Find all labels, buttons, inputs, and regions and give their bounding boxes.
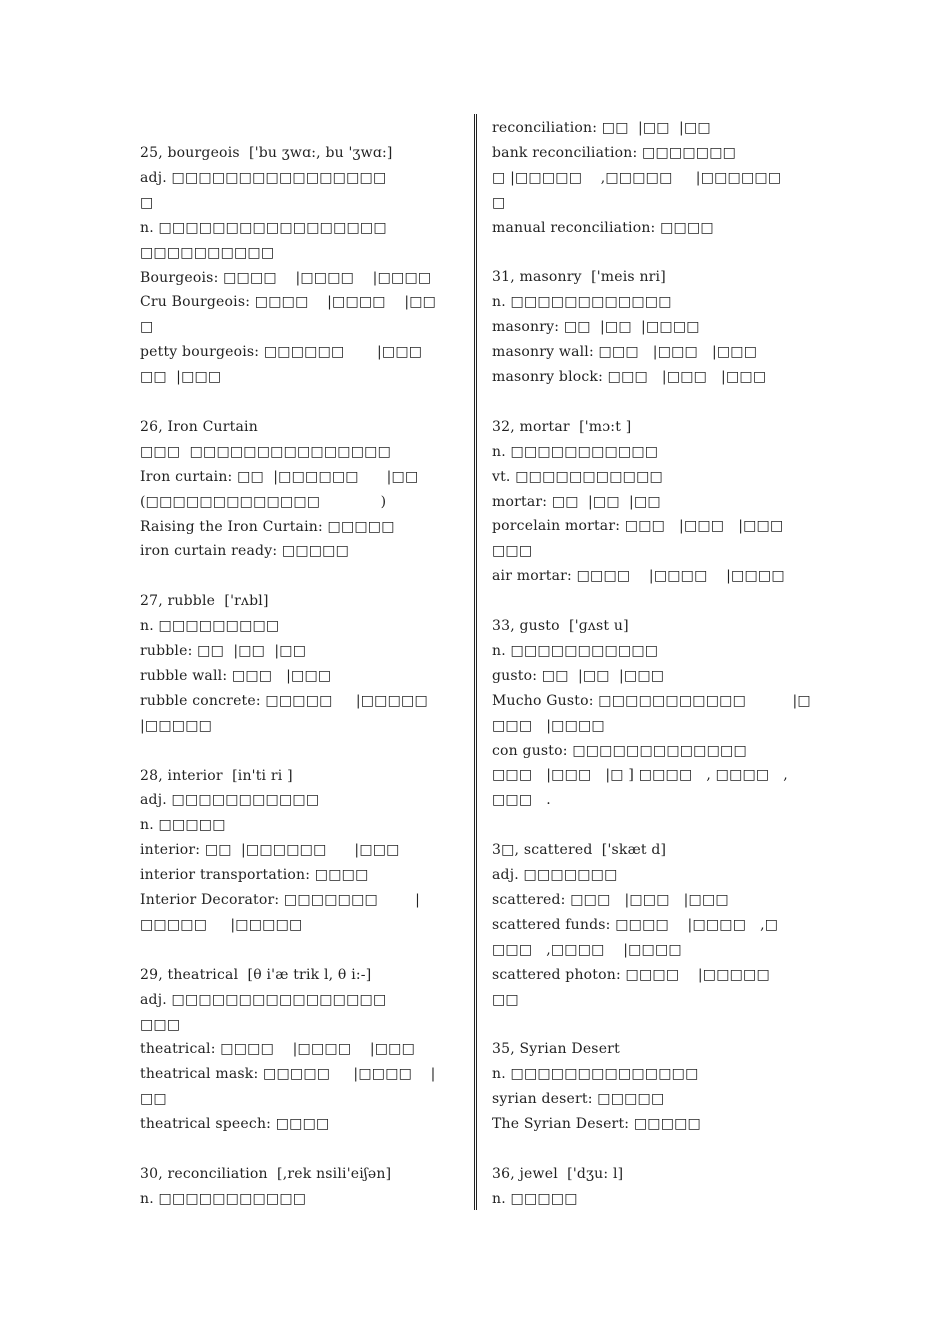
text-line: □ |□□□□□ ,□□□□□ |□□□□□□ [492, 169, 782, 186]
text-line: n. □□□□□ [492, 1190, 578, 1207]
text-line: adj. □□□□□□□□□□□□□□□□ [140, 169, 387, 186]
text-line: air mortar: □□□□ |□□□□ |□□□□ [492, 568, 785, 585]
text-line: interior transportation: □□□□ [140, 867, 369, 884]
text-line: n. □□□□□□□□□□□ [492, 642, 659, 659]
text-line: 30, reconciliation [,rek nsili'eiʃən] [140, 1165, 392, 1182]
text-line: □□□ . [492, 792, 551, 809]
text-line: rubble wall: □□□ |□□□ [140, 667, 332, 684]
text-line: Raising the Iron Curtain: □□□□□ [140, 518, 395, 535]
text-line: (□□□□□□□□□□□□□ ) [140, 493, 387, 510]
text-line: 33, gusto ['ɡʌst u] [492, 618, 629, 634]
text-line: n. □□□□□□□□□□□□□□□□□ [140, 219, 387, 236]
text-line: The Syrian Desert: □□□□□ [492, 1116, 701, 1132]
text-line: □□□ [140, 1016, 181, 1033]
text-line: 29, theatrical [θ i'æ trik l, θ i:-] [140, 966, 372, 983]
text-line: scattered funds: □□□□ |□□□□ ,□ [492, 916, 779, 933]
text-line: |□□□□□ [140, 717, 213, 734]
text-line: □□□ |□□□ |□ ] □□□□ , □□□□ , [492, 767, 788, 784]
text-line: n. □□□□□□□□□□□ [140, 1190, 307, 1207]
text-line: Cru Bourgeois: □□□□ |□□□□ |□□ [140, 294, 437, 311]
text-line: □□□ □□□□□□□□□□□□□□□ [140, 443, 391, 460]
text-line: Mucho Gusto: □□□□□□□□□□□ |□ [492, 692, 811, 709]
text-line: theatrical: □□□□ |□□□□ |□□□ [140, 1041, 416, 1058]
text-line: □□□ [492, 543, 533, 560]
text-line: bank reconciliation: □□□□□□□ [492, 144, 737, 161]
text-line: reconciliation: □□ |□□ |□□ [492, 120, 711, 136]
text-line: syrian desert: □□□□□ [492, 1091, 665, 1108]
text-line: □ [492, 194, 506, 211]
text-line: n. □□□□□□□□□□□□□□ [492, 1066, 699, 1083]
text-line: □□□□□ |□□□□□ [140, 916, 303, 933]
text-line: porcelain mortar: □□□ |□□□ |□□□ [492, 518, 784, 535]
text-line: Iron curtain: □□ |□□□□□□ |□□ [140, 468, 419, 485]
column-divider [474, 114, 477, 1210]
text-line: masonry wall: □□□ |□□□ |□□□ [492, 344, 758, 361]
text-line: rubble: □□ |□□ |□□ [140, 643, 307, 659]
text-line: petty bourgeois: □□□□□□ |□□□ [140, 344, 423, 361]
text-line: n. □□□□□ [140, 817, 226, 834]
text-line: 26, Iron Curtain [140, 418, 258, 435]
text-line: adj. □□□□□□□□□□□□□□□□ [140, 991, 387, 1008]
text-line: con gusto: □□□□□□□□□□□□□ [492, 742, 747, 759]
text-line: gusto: □□ |□□ |□□□ [492, 667, 665, 684]
text-line: □□ |□□□ [140, 369, 222, 386]
text-line: scattered photon: □□□□ |□□□□□ [492, 966, 770, 983]
text-line: adj. □□□□□□□ [492, 867, 618, 883]
text-line: 32, mortar ['mɔ:t ] [492, 418, 632, 435]
text-line: □ [140, 319, 154, 336]
text-line: theatrical speech: □□□□ [140, 1116, 330, 1133]
text-line: 25, bourgeois ['bu ʒwɑ:, bu 'ʒwɑ:] [140, 145, 393, 161]
text-line: 3□, scattered ['skæt d] [492, 842, 667, 859]
text-line: n. □□□□□□□□□□□□ [492, 294, 672, 311]
text-line: 31, masonry ['meis nri] [492, 269, 666, 286]
text-line: iron curtain ready: □□□□□ [140, 543, 350, 560]
text-line: masonry block: □□□ |□□□ |□□□ [492, 369, 767, 385]
text-line: □□□□□□□□□□ [140, 244, 275, 261]
text-line: mortar: □□ |□□ |□□ [492, 493, 661, 510]
text-line: Interior Decorator: □□□□□□□ | [140, 892, 421, 908]
text-line: □□□ |□□□□ [492, 717, 605, 734]
text-line: n. □□□□□□□□□ [140, 618, 280, 635]
text-line: □□ [140, 1091, 167, 1108]
text-line: 36, jewel ['dʒu: l] [492, 1165, 624, 1182]
text-line: Bourgeois: □□□□ |□□□□ |□□□□ [140, 269, 432, 286]
text-line: manual reconciliation: □□□□ [492, 219, 714, 236]
text-line: rubble concrete: □□□□□ |□□□□□ [140, 692, 428, 709]
text-line: □□ [492, 991, 519, 1008]
text-line: 27, rubble ['rʌbl] [140, 593, 269, 610]
text-line: adj. □□□□□□□□□□□ [140, 792, 320, 809]
text-line: masonry: □□ |□□ |□□□□ [492, 319, 700, 336]
text-line: n. □□□□□□□□□□□ [492, 443, 659, 460]
text-line: □ [140, 194, 154, 211]
text-line: 28, interior [in'ti ri ] [140, 767, 293, 784]
text-line: vt. □□□□□□□□□□□ [492, 468, 663, 485]
text-line: interior: □□ |□□□□□□ |□□□ [140, 842, 400, 859]
text-line: 35, Syrian Desert [492, 1041, 620, 1058]
text-line: theatrical mask: □□□□□ |□□□□ | [140, 1066, 436, 1083]
text-line: scattered: □□□ |□□□ |□□□ [492, 891, 729, 908]
text-line: □□□ ,□□□□ |□□□□ [492, 941, 682, 958]
